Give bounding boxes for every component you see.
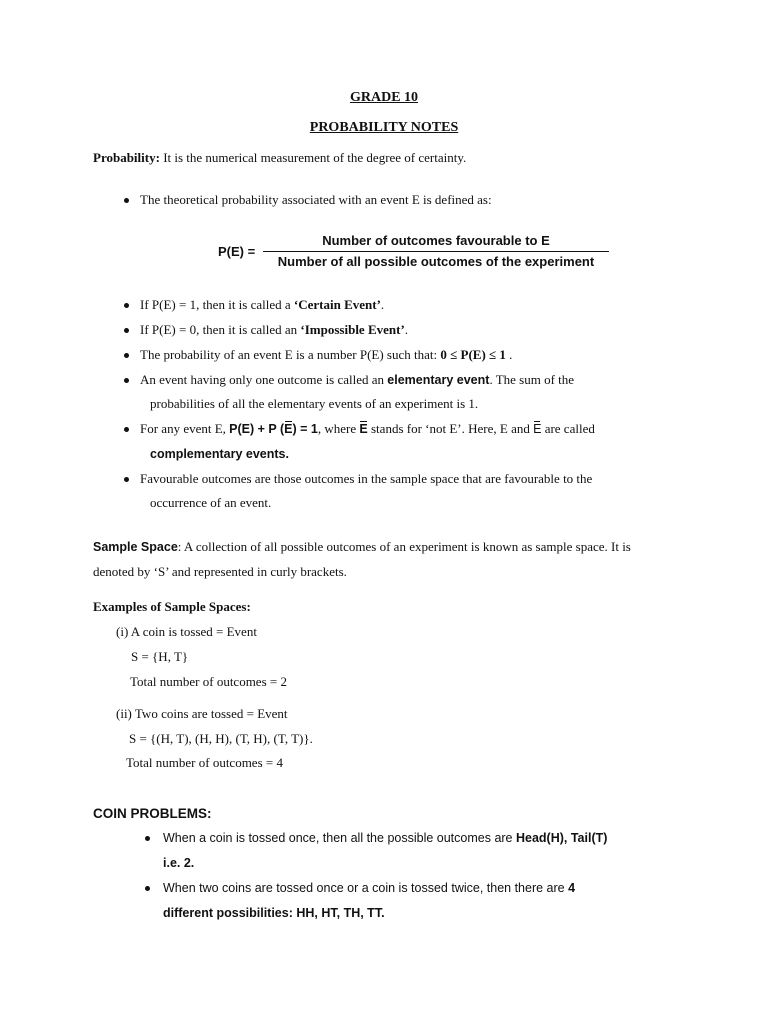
examples-heading: Examples of Sample Spaces:	[93, 599, 251, 614]
bullet-certain-event: If P(E) = 1, then it is called a ‘Certain Event’.	[140, 297, 385, 312]
formula-numerator: Number of outcomes favourable to E	[322, 233, 550, 248]
bullet-icon	[124, 378, 129, 383]
bullet-favourable-outcomes: Favourable outcomes are those outcomes in the sample space that are favourable to the	[140, 471, 593, 486]
theoretical-intro: The theoretical probability associated with an event E is defined as:	[140, 192, 492, 207]
probability-definition	[93, 150, 466, 166]
bullet-elementary-event: An event having only one outcome is called an elementary event. The sum of the	[140, 372, 575, 387]
formula-lhs: P(E) =	[218, 244, 256, 259]
example-2-title: (ii) Two coins are tossed = Event	[116, 706, 288, 721]
coin-problem-2: When two coins are tossed once or a coin is tossed twice, then there are 4	[163, 881, 576, 895]
grade-heading: GRADE 10	[349, 90, 419, 105]
example-1-set: S = {H, T}	[131, 649, 189, 664]
example-2-total: Total number of outcomes = 4	[126, 755, 283, 770]
bullet-icon	[145, 886, 150, 891]
formula-denominator: Number of all possible outcomes of the experiment	[277, 254, 595, 269]
bullet-icon	[124, 353, 129, 358]
bullet-icon	[124, 328, 129, 333]
sample-space-definition: Sample Space: A collection of all possible outcomes of an experiment is known as sample space. It is	[93, 539, 631, 554]
coin-problem-1: When a coin is tossed once, then all the possible outcomes are Head(H), Tail(T)	[163, 831, 608, 845]
notes-title: PROBABILITY NOTES	[309, 120, 459, 135]
coin-problems-heading: COIN PROBLEMS:	[93, 806, 212, 821]
fraction-bar	[263, 251, 609, 252]
probability-term: Probability:	[93, 150, 160, 165]
bullet-favourable-outcomes-cont: occurrence of an event.	[150, 495, 272, 510]
bullet-impossible-event: If P(E) = 0, then it is called an ‘Impossible Event’.	[140, 322, 409, 337]
bullet-icon	[145, 836, 150, 841]
bullet-icon	[124, 427, 129, 432]
probability-text: It is the numerical measurement of the degree of certainty.	[159, 150, 467, 165]
example-1-total: Total number of outcomes = 2	[130, 674, 287, 689]
bullet-probability-range: The probability of an event E is a number P(E) such that: 0 ≤ P(E) ≤ 1 .	[140, 347, 513, 362]
bullet-icon	[124, 303, 129, 308]
sample-space-definition-cont: denoted by ‘S’ and represented in curly brackets.	[93, 564, 347, 579]
coin-problem-2-cont: different possibilities: HH, HT, TH, TT.	[163, 906, 385, 920]
example-2-set: S = {(H, T), (H, H), (T, H), (T, T)}.	[129, 731, 313, 746]
bullet-complementary: For any event E, P(E) + P (E) = 1, where E stands for ‘not E’. Here, E and E are called	[140, 421, 595, 436]
bullet-icon	[124, 477, 129, 482]
coin-problem-1-cont: i.e. 2.	[163, 856, 195, 870]
bullet-elementary-event-cont: probabilities of all the elementary events of an experiment is 1.	[150, 396, 479, 411]
complementary-events-label: complementary events.	[150, 447, 289, 461]
bullet-icon	[124, 198, 129, 203]
example-1-title: (i) A coin is tossed = Event	[116, 624, 257, 639]
